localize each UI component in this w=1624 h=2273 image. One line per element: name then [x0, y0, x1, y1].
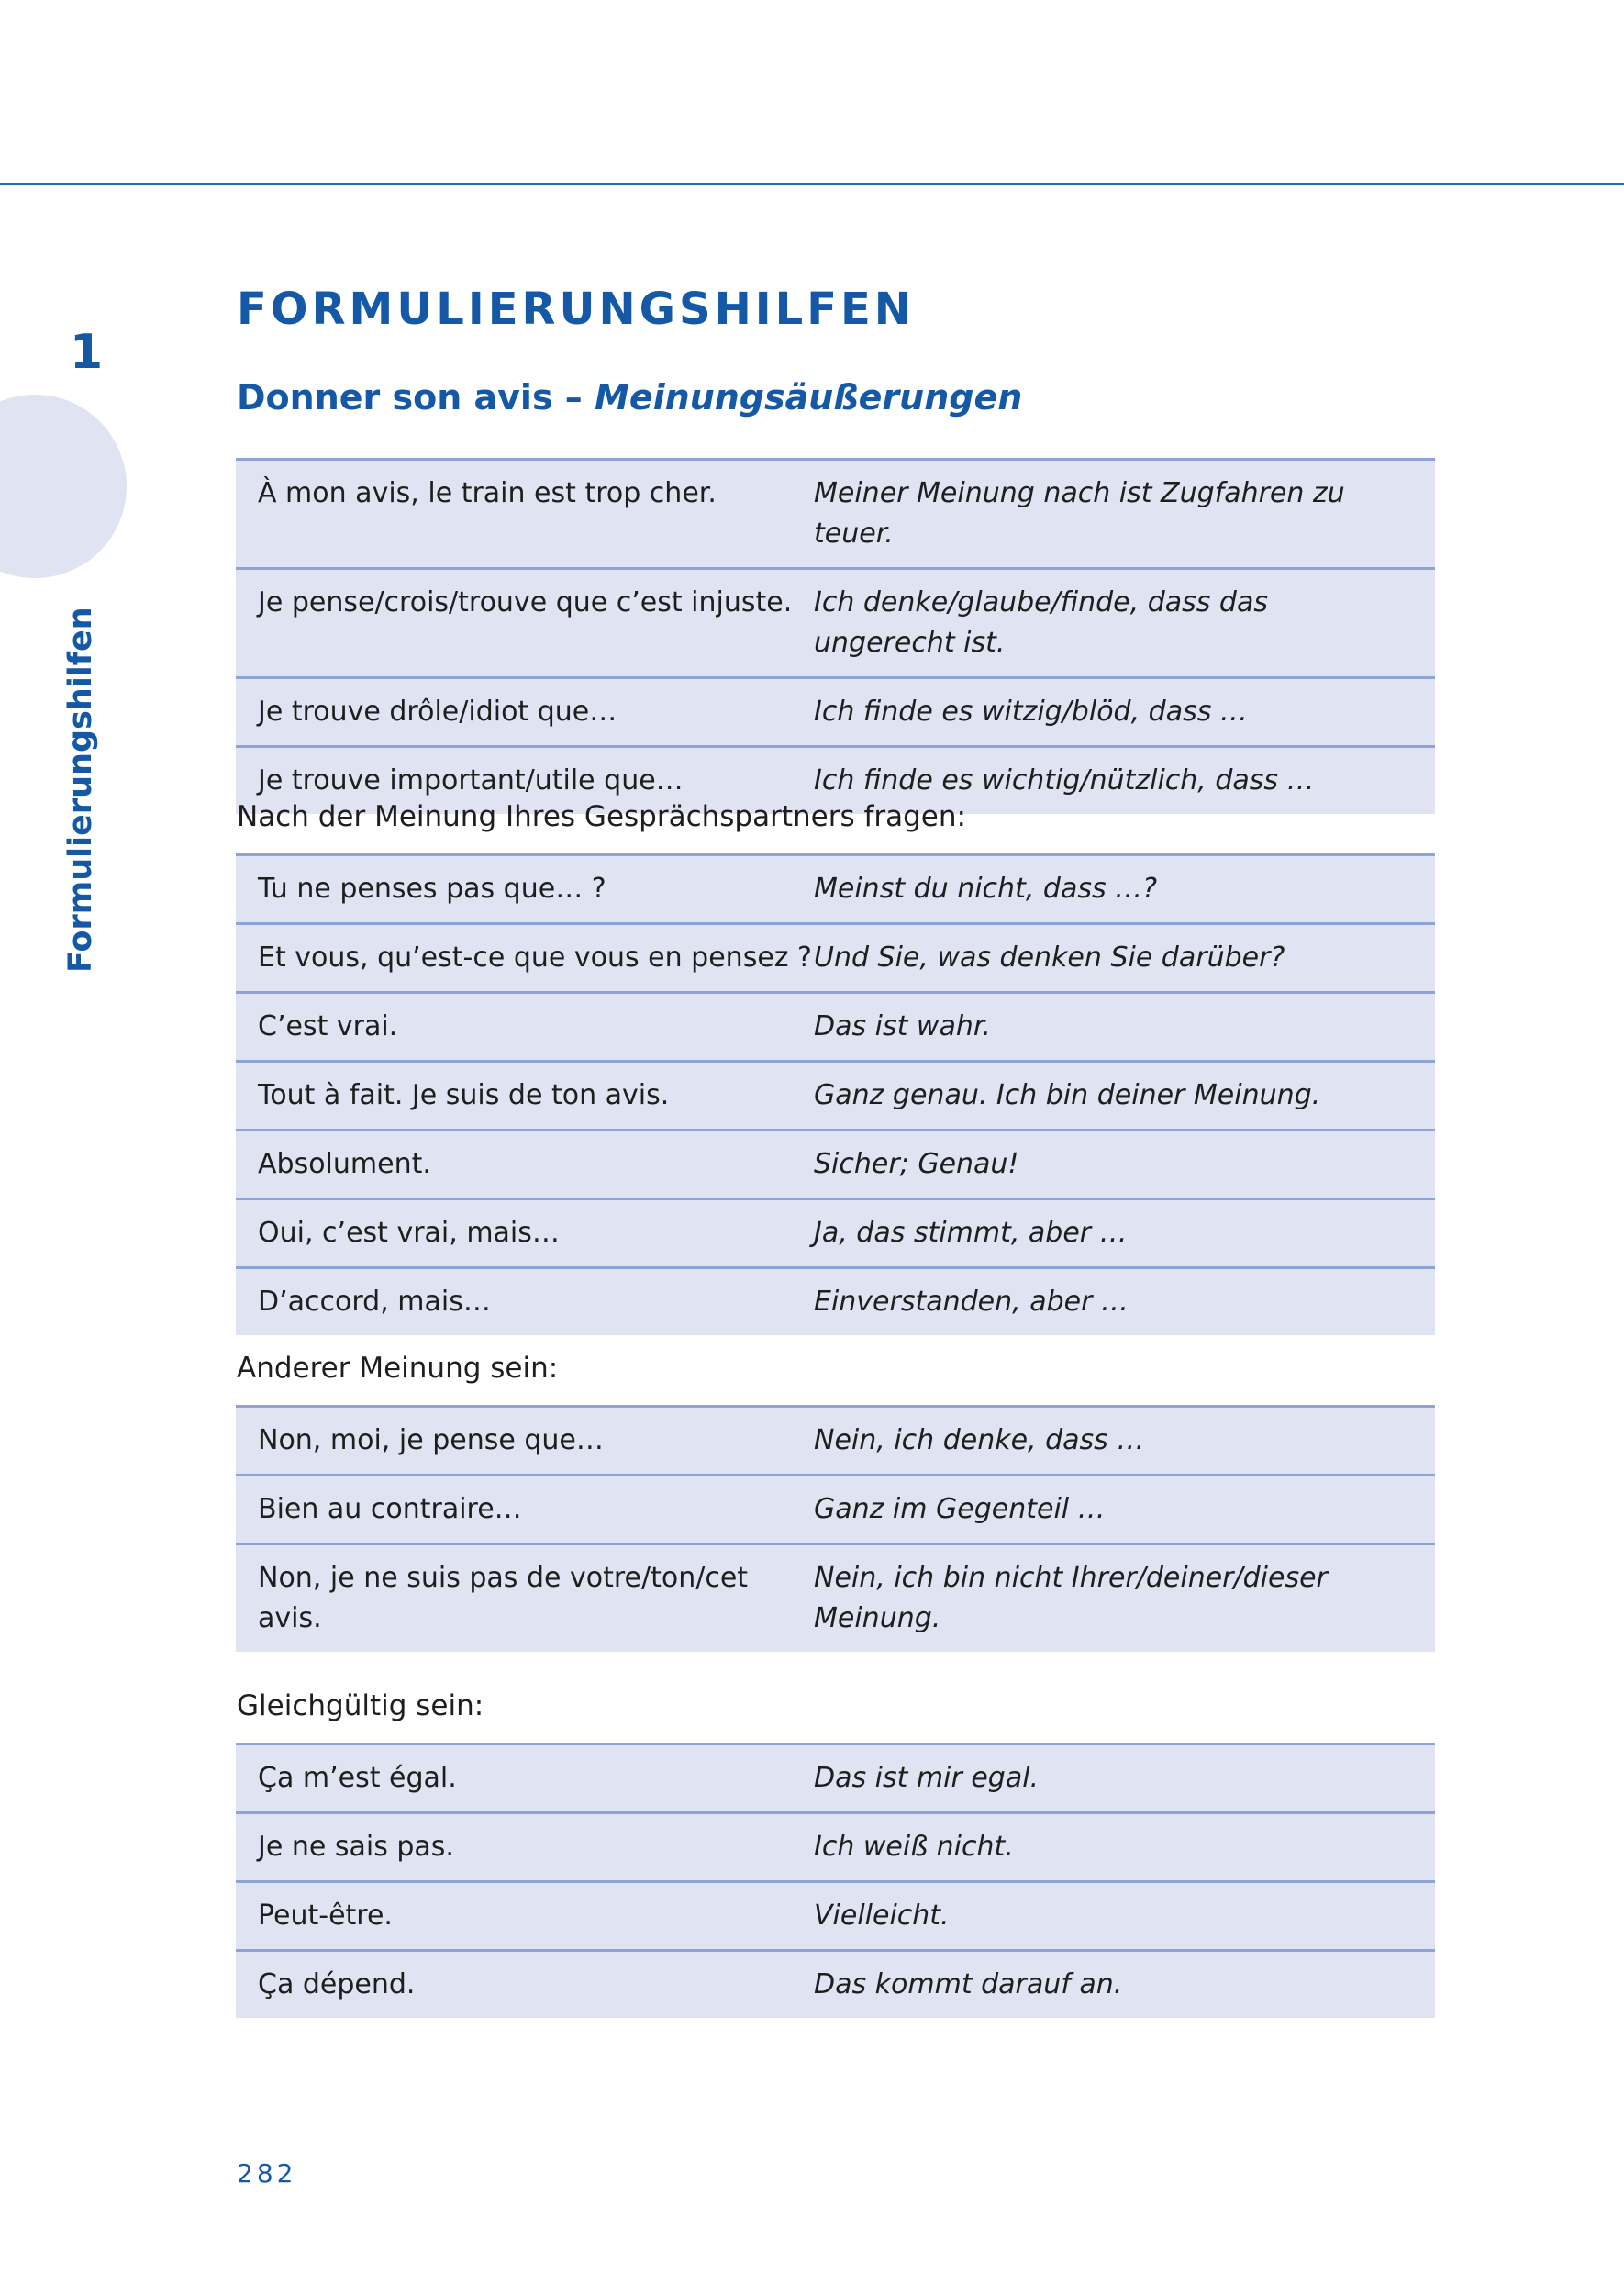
- french-phrase: Oui, c’est vrai, mais…: [258, 1217, 560, 1249]
- section-heading-disagree: Anderer Meinung sein:: [237, 1352, 559, 1385]
- german-translation: Vielleicht.: [814, 1900, 950, 1932]
- phrase-table-ask-opinion: [236, 853, 1435, 1335]
- table-row: [236, 570, 1435, 679]
- french-phrase: Tout à fait. Je suis de ton avis.: [258, 1079, 670, 1111]
- header-rule: [0, 183, 1624, 185]
- table-row: [236, 1408, 1435, 1476]
- french-phrase: À mon avis, le train est trop cher.: [258, 477, 717, 509]
- table-row: [236, 679, 1435, 748]
- german-translation: Meiner Meinung nach ist Zugfahren zu teuer.: [814, 477, 1345, 550]
- german-translation: Das kommt darauf an.: [814, 1968, 1123, 2000]
- french-phrase: Bien au contraire…: [258, 1493, 522, 1525]
- table-row: [236, 1745, 1435, 1814]
- german-translation: Das ist mir egal.: [814, 1762, 1040, 1794]
- chapter-tab-circle: [0, 395, 127, 578]
- german-translation: Ganz im Gegenteil …: [814, 1493, 1106, 1525]
- french-phrase: Ça m’est égal.: [258, 1762, 457, 1794]
- french-phrase: C’est vrai.: [258, 1010, 398, 1042]
- table-row: [236, 1952, 1435, 2018]
- page-title: FORMULIERUNGSHILFEN: [237, 284, 915, 335]
- section-subtitle: [237, 377, 1023, 418]
- french-phrase: Je ne sais pas.: [258, 1831, 454, 1863]
- subtitle-fr: Donner son avis: [237, 377, 553, 418]
- french-phrase: Peut-être.: [258, 1900, 393, 1932]
- side-label: Formulierungshilfen: [62, 607, 99, 973]
- french-phrase: Non, moi, je pense que…: [258, 1424, 604, 1456]
- french-phrase: Et vous, qu’est-ce que vous en pensez ?: [258, 942, 812, 974]
- subtitle-separator: –: [552, 377, 595, 418]
- table-row: [236, 1476, 1435, 1545]
- french-phrase: Tu ne penses pas que… ?: [258, 873, 606, 905]
- table-row: [236, 1814, 1435, 1883]
- german-translation: Nein, ich denke, dass …: [814, 1424, 1145, 1456]
- chapter-number: 1: [70, 325, 104, 380]
- french-phrase: Non, je ne suis pas de votre/ton/cet avis.: [258, 1562, 749, 1634]
- table-row: [236, 856, 1435, 925]
- german-translation: Und Sie, was denken Sie darüber?: [814, 942, 1285, 974]
- german-translation: Das ist wahr.: [814, 1010, 991, 1042]
- german-translation: Sicher; Genau!: [814, 1148, 1019, 1180]
- phrase-table-indifferent: [236, 1743, 1435, 2018]
- german-translation: Ganz genau. Ich bin deiner Meinung.: [814, 1079, 1321, 1111]
- french-phrase: Absolument.: [258, 1148, 431, 1180]
- german-translation: Meinst du nicht, dass …?: [814, 873, 1158, 905]
- section-heading-indifferent: Gleichgültig sein:: [237, 1689, 484, 1722]
- french-phrase: Je pense/crois/trouve que c’est injuste.: [258, 586, 793, 618]
- table-row: [236, 1200, 1435, 1269]
- phrase-table-opinion: [236, 458, 1435, 814]
- german-translation: Ja, das stimmt, aber …: [814, 1217, 1128, 1249]
- table-row: [236, 1131, 1435, 1200]
- german-translation: Einverstanden, aber …: [814, 1286, 1129, 1318]
- table-row: [236, 1063, 1435, 1131]
- phrase-table-disagree: [236, 1405, 1435, 1652]
- german-translation: Ich weiß nicht.: [814, 1831, 1014, 1863]
- table-row: [236, 461, 1435, 570]
- french-phrase: D’accord, mais…: [258, 1286, 491, 1318]
- section-heading-ask-opinion: Nach der Meinung Ihres Gesprächspartners fragen:: [237, 800, 966, 833]
- page-number: 282: [237, 2158, 297, 2189]
- table-row: [236, 994, 1435, 1063]
- table-row: [236, 1883, 1435, 1952]
- french-phrase: Ça dépend.: [258, 1968, 416, 2000]
- table-row: [236, 925, 1435, 994]
- table-row: [236, 1545, 1435, 1652]
- german-translation: Nein, ich bin nicht Ihrer/deiner/dieser Meinung.: [814, 1562, 1328, 1634]
- german-translation: Ich finde es wichtig/nützlich, dass …: [814, 764, 1315, 797]
- german-translation: Ich denke/glaube/finde, dass das ungerecht ist.: [814, 586, 1268, 659]
- french-phrase: Je trouve drôle/idiot que…: [258, 696, 617, 728]
- subtitle-de: Meinungsäußerungen: [595, 377, 1023, 418]
- table-row: [236, 1269, 1435, 1335]
- french-phrase: Je trouve important/utile que…: [258, 764, 684, 797]
- german-translation: Ich finde es witzig/blöd, dass …: [814, 696, 1248, 728]
